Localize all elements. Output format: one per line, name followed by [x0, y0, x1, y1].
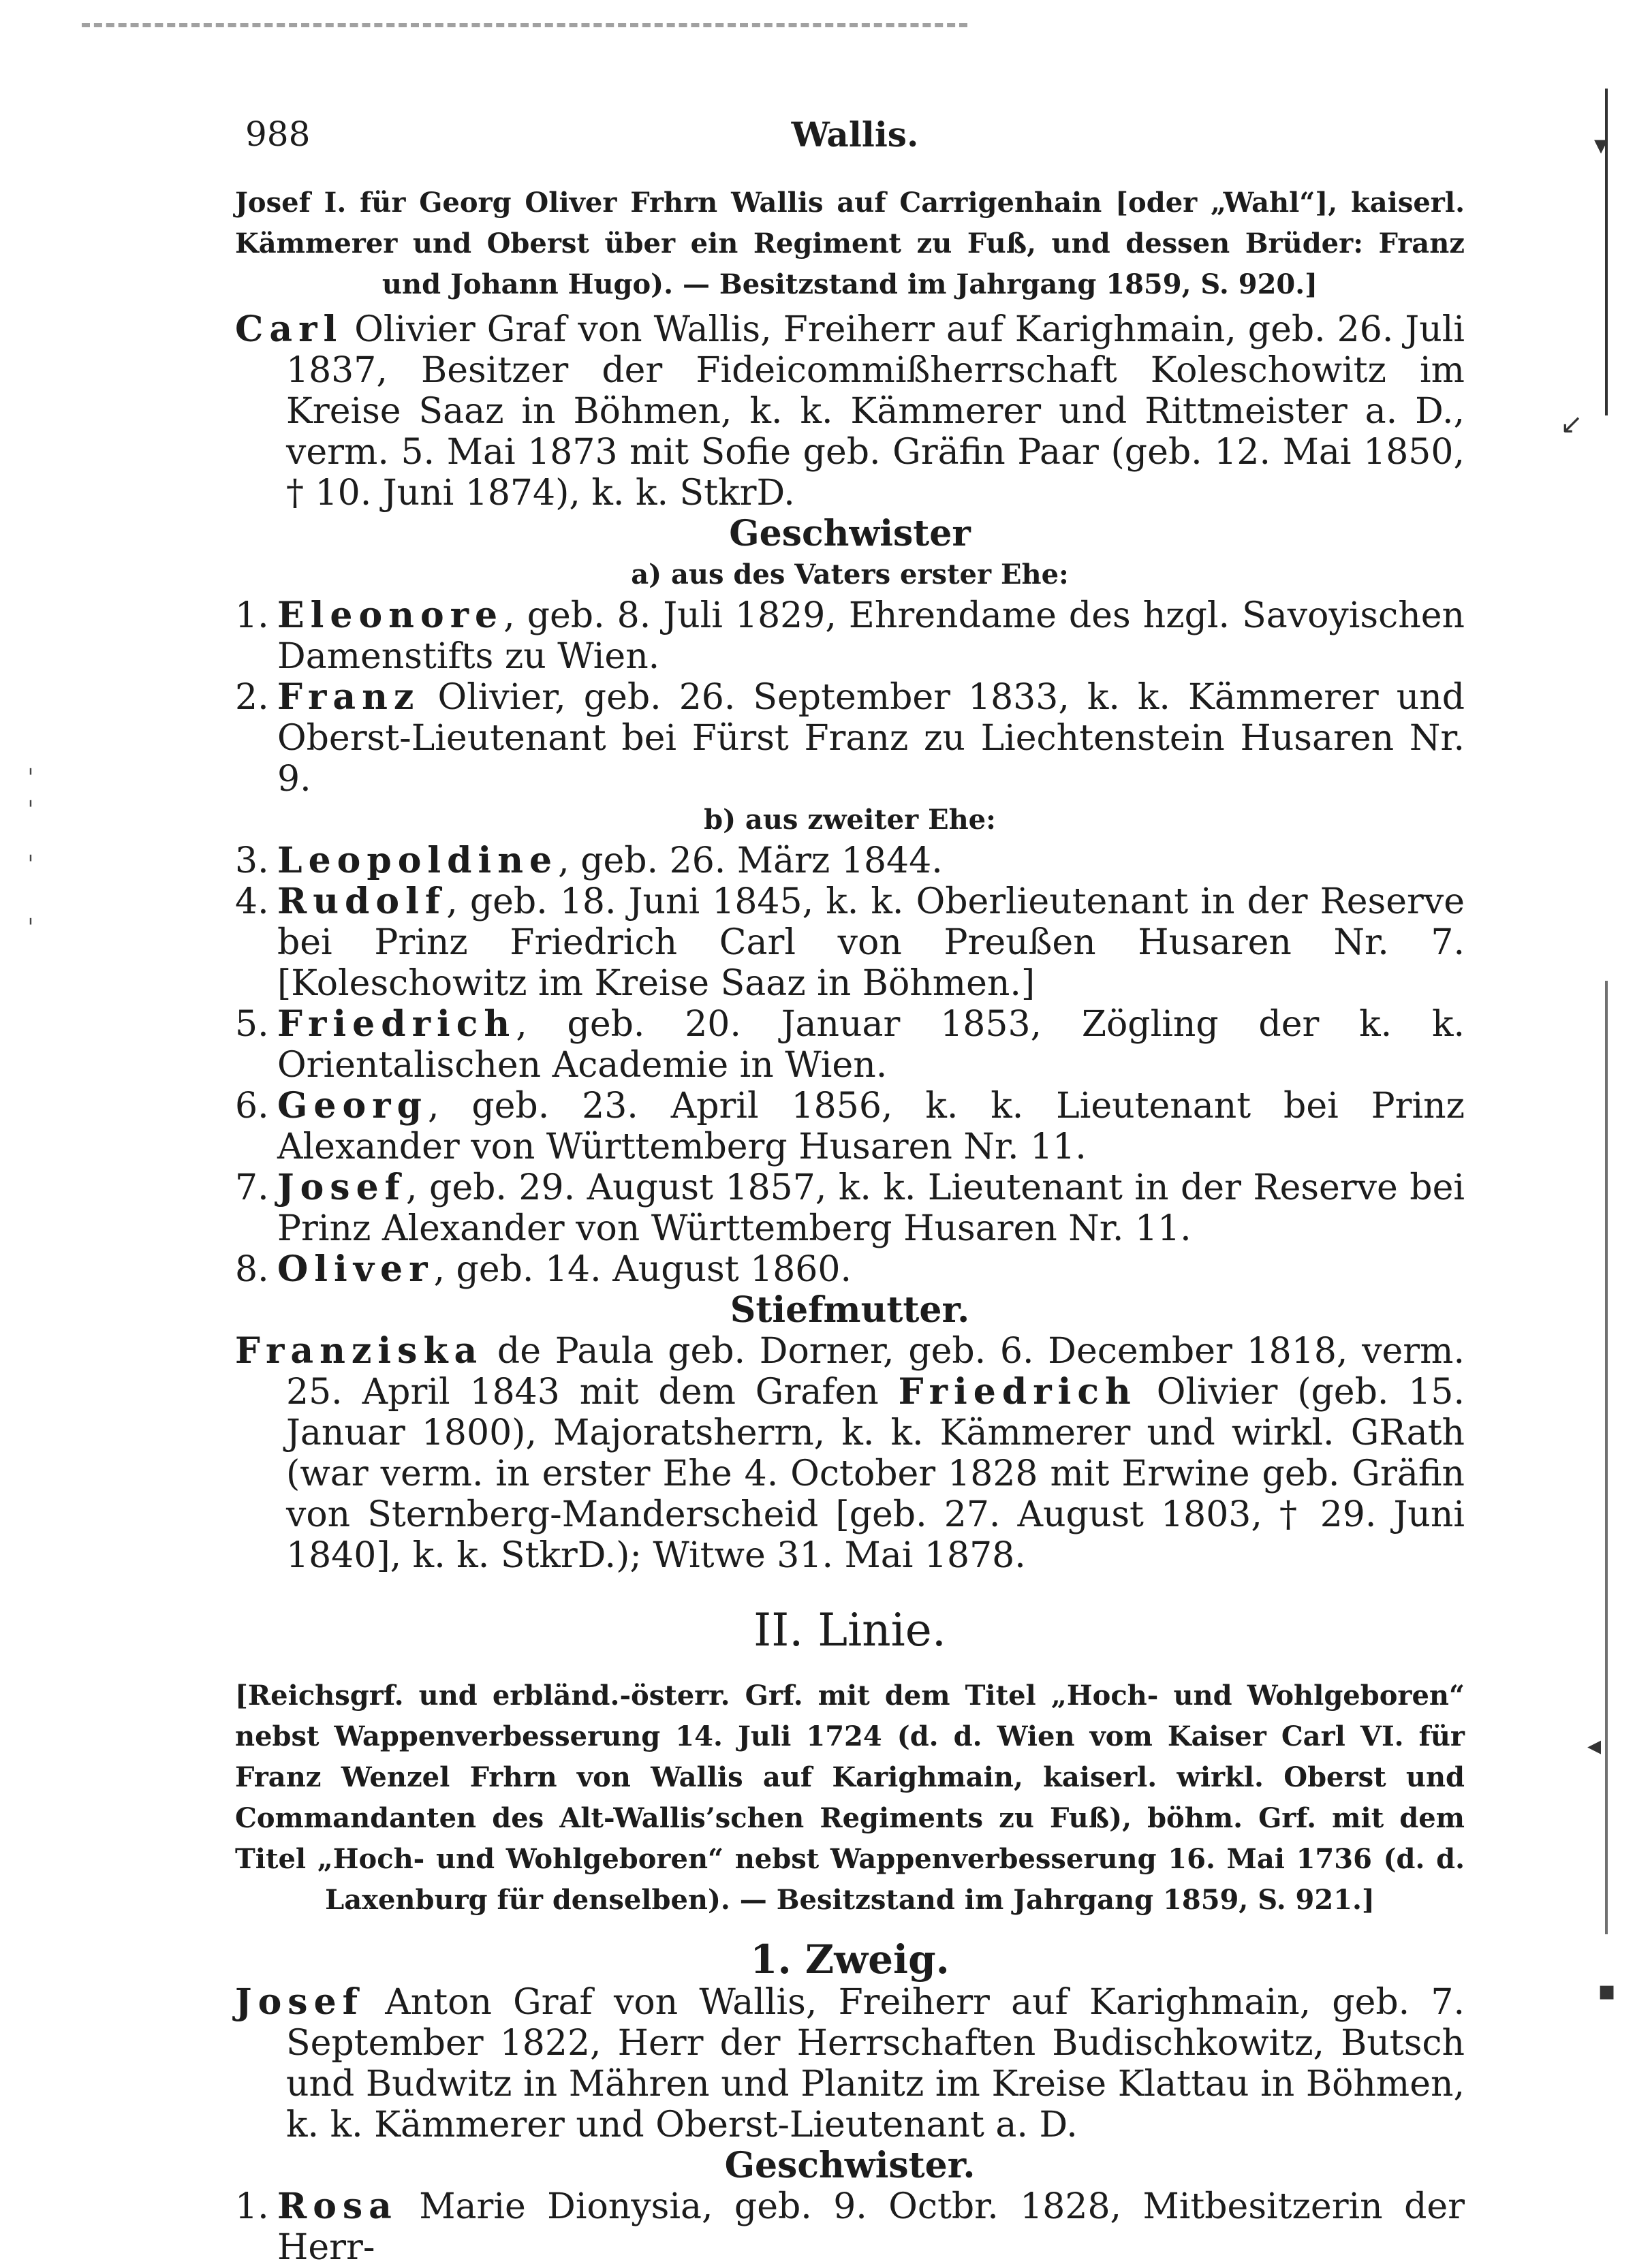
scan-artifact-left-mark: ˌ — [27, 899, 34, 927]
sibling-name: Oliver — [277, 1248, 434, 1290]
intro-paragraph: Josef I. für Georg Oliver Frhrn Wallis auf Carrigenhain [oder „Wahl“], kaiserl. Kämmerer und Oberst über ein Regiment zu Fuß, und dessen Brüder: Franz und Johann Hugo). — Besitzstand im Jahrgang 1859, S. 920.] — [235, 187, 1465, 300]
sibling-number: 2. — [235, 677, 269, 718]
sibling-text: , geb. 8. Juli 1829, Ehrendame des hzgl. Savoyischen Damenstifts zu Wien. — [277, 595, 1465, 677]
sibling-entry — [235, 1167, 1465, 1249]
scan-artifact-right-mark: ◂ — [1587, 1730, 1602, 1761]
sibling-number: 7. — [235, 1167, 269, 1208]
rosa-number: 1. — [235, 2186, 269, 2227]
scan-artifact-left-mark: ˈ — [27, 851, 34, 879]
sibling-text: , geb. 20. Januar 1853, Zögling der k. k. Orientalischen Academie in Wien. — [277, 1004, 1465, 1086]
scan-artifact-right-mark: ↙ — [1560, 409, 1583, 440]
entry-josef-text: Anton Graf von Wallis, Freiherr auf Karighmain, geb. 7. September 1822, Herr der Herrschaften Budischkowitz, Butsch und Budwitz in Mähren und Planitz im Kreise Klattau in Böhmen, k. k. Kämmerer und Oberst-Lieutenant a. D. — [286, 1982, 1465, 2145]
stiefmutter-text-2: Olivier (geb. 15. Januar 1800), Majoratsherrn, k. k. Kämmerer und wirkl. GRath (war verm. in erster Ehe 4. October 1828 mit Erwine geb. Gräfin von Sternberg-Manderscheid [geb. 27. August 1803, † 29. Juni 1840], k. k. StkrD.); Witwe 31. Mai 1878. — [286, 1372, 1465, 1576]
heading-zweig: 1. Zweig. — [750, 1936, 950, 1983]
sibling-entry — [235, 595, 1465, 677]
sibling-text: , geb. 29. August 1857, k. k. Lieutenant in der Reserve bei Prinz Alexander von Württemberg Husaren Nr. 11. — [277, 1167, 1465, 1249]
sibling-number: 4. — [235, 881, 269, 922]
sibling-number: 3. — [235, 840, 269, 881]
scan-artifact-left-mark: ˌ — [27, 749, 34, 777]
stiefmutter-name: Franziska — [235, 1330, 484, 1372]
stiefmutter-husband-name: Friedrich — [898, 1371, 1137, 1413]
sibling-text: , geb. 23. April 1856, k. k. Lieutenant bei Prinz Alexander von Württemberg Husaren Nr. 11. — [277, 1086, 1465, 1167]
scan-artifact-right-line — [1605, 981, 1608, 1934]
running-head: Wallis. — [791, 114, 919, 155]
heading-geschwister: Geschwister — [729, 513, 971, 554]
subheading-second-marriage: b) aus zweiter Ehe: — [704, 804, 996, 836]
entry-stiefmutter — [235, 1331, 1465, 1576]
linie-intro-paragraph: [Reichsgrf. und erbländ.-österr. Grf. mit dem Titel „Hoch- und Wohlgeboren“ nebst Wappenverbesserung 14. Juli 1724 (d. d. Wien vom Kaiser Carl VI. für Franz Wenzel Frhrn von Wallis auf Karighmain, kaiserl. wirkl. Oberst und Commandanten des Alt-Wallis’schen Regiments zu Fuß), böhm. Grf. mit dem Titel „Hoch- und Wohlgeboren“ nebst Wappenverbesserung 16. Mai 1736 (d. d. Laxenburg für denselben). — Besitzstand im Jahrgang 1859, S. 921.] — [235, 1680, 1465, 1916]
entry-carl-name: Carl — [235, 309, 343, 350]
sibling-name: Leopoldine — [277, 840, 559, 881]
sibling-name: Georg — [277, 1085, 428, 1127]
entry-josef — [235, 1982, 1465, 2145]
sibling-number: 8. — [235, 1249, 269, 1290]
rosa-text: Marie Dionysia, geb. 9. Octbr. 1828, Mitbesitzerin der Herr- — [277, 2186, 1465, 2268]
sibling-number: 5. — [235, 1004, 269, 1045]
entry-rosa — [235, 2186, 1465, 2268]
sibling-entry — [235, 677, 1465, 800]
scan-artifact-left-mark: ˈ — [27, 797, 34, 825]
sibling-entry — [235, 881, 1465, 1004]
scan-artifact-right-mark: ▪ — [1598, 1975, 1617, 2006]
sibling-text: Olivier, geb. 26. September 1833, k. k. Kämmerer und Oberst-Lieutenant bei Fürst Franz zu Liechtenstein Husaren Nr. 9. — [277, 677, 1465, 800]
entry-carl — [235, 309, 1465, 514]
scan-artifact-right-mark: ▾ — [1594, 129, 1608, 161]
page-header — [245, 114, 1465, 155]
heading-stiefmutter: Stiefmutter. — [730, 1289, 970, 1331]
sibling-entry — [235, 1249, 1465, 1290]
heading-geschwister-2: Geschwister. — [724, 2145, 976, 2186]
subheading-first-marriage: a) aus des Vaters erster Ehe: — [631, 558, 1069, 590]
text-body — [235, 183, 1465, 2268]
sibling-text: , geb. 14. August 1860. — [433, 1249, 852, 1290]
entry-carl-text: Olivier Graf von Wallis, Freiherr auf Karighmain, geb. 26. Juli 1837, Besitzer der Fideicommißherrschaft Koleschowitz im Kreise Saaz in Böhmen, k. k. Kämmerer und Rittmeister a. D., verm. 5. Mai 1873 mit Sofie geb. Gräfin Paar (geb. 12. Mai 1850, † 10. Juni 1874), k. k. StkrD. — [286, 309, 1465, 514]
page-number: 988 — [245, 114, 311, 154]
sibling-entry — [235, 840, 1465, 881]
sibling-name: Friedrich — [277, 1003, 516, 1045]
sibling-name: Rudolf — [277, 881, 447, 922]
sibling-text: , geb. 26. März 1844. — [558, 840, 943, 881]
sibling-entry — [235, 1004, 1465, 1086]
scan-artifact-top-line — [82, 23, 967, 27]
sibling-name: Franz — [277, 676, 420, 718]
sibling-name: Eleonore — [277, 595, 504, 636]
sibling-entry — [235, 1086, 1465, 1167]
sibling-name: Josef — [277, 1167, 407, 1208]
rosa-name: Rosa — [277, 2186, 398, 2227]
sibling-text: , geb. 18. Juni 1845, k. k. Oberlieutenant in der Reserve bei Prinz Friedrich Carl von Preußen Husaren Nr. 7. [Koleschowitz im Kreise Saaz in Böhmen.] — [277, 881, 1465, 1004]
sibling-number: 6. — [235, 1086, 269, 1127]
stiefmutter-text-1: de Paula geb. Dorner, geb. 6. December 1818, verm. 25. April 1843 mit dem Grafen — [286, 1331, 1465, 1413]
heading-linie: II. Linie. — [753, 1604, 946, 1656]
entry-josef-name: Josef — [235, 1981, 364, 2023]
sibling-number: 1. — [235, 595, 269, 636]
